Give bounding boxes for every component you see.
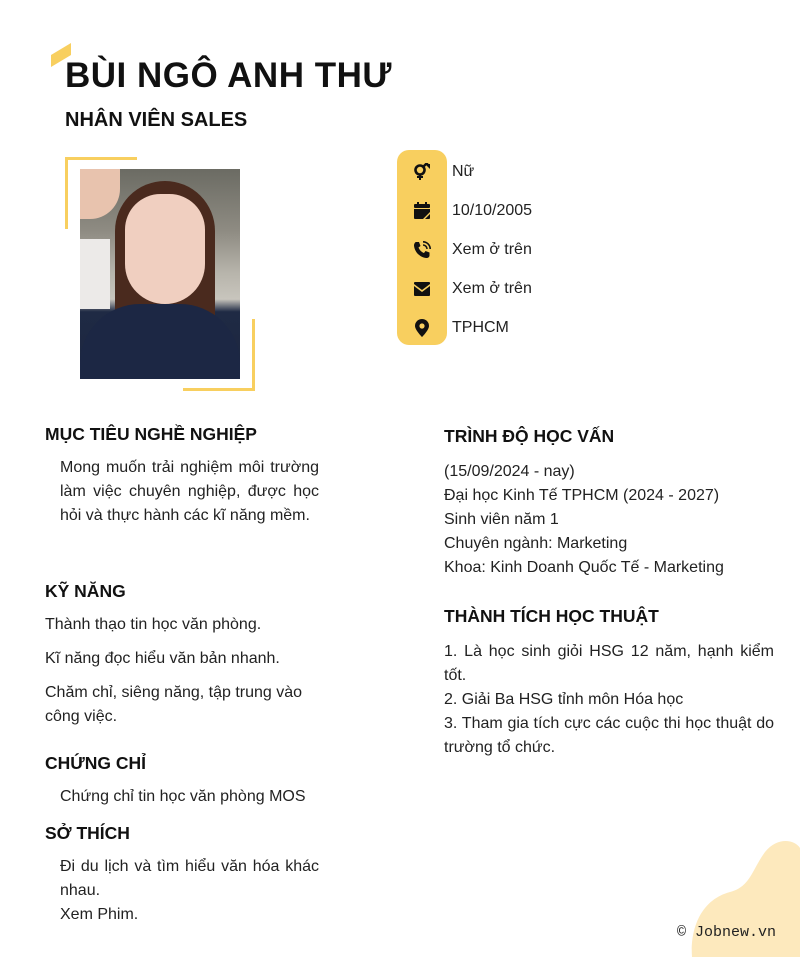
certificates-heading: CHỨNG CHỈ	[45, 753, 147, 773]
gender-value: Nữ	[452, 163, 475, 180]
education-line: Chuyên ngành: Marketing	[444, 535, 628, 552]
education-heading: TRÌNH ĐỘ HỌC VẤN	[444, 426, 615, 446]
achievement-item: 3. Tham gia tích cực các cuộc thi học thuật do trường tổ chức.	[444, 715, 774, 756]
location-value: TPHCM	[452, 319, 509, 336]
gender-icon	[397, 163, 447, 181]
education-line: (15/09/2024 - nay)	[444, 463, 575, 480]
candidate-name: BÙI NGÔ ANH THƯ	[65, 56, 392, 95]
profile-photo	[80, 169, 240, 379]
frame-corner-bottom-right-vertical	[252, 319, 255, 391]
phone-icon	[397, 241, 447, 259]
copyright-text: © Jobnew.vn	[677, 924, 777, 941]
achievement-item: 2. Giải Ba HSG tỉnh môn Hóa học	[444, 691, 684, 708]
birthday-value: 10/10/2005	[452, 202, 533, 219]
contact-email	[397, 277, 532, 301]
certificate-item: Chứng chỉ tin học văn phòng MOS	[60, 788, 306, 805]
email-value: Xem ở trên	[452, 280, 532, 297]
phone-value: Xem ở trên	[452, 241, 532, 258]
contact-location	[397, 316, 509, 340]
hobby-item: Xem Phim.	[60, 906, 139, 923]
location-icon	[397, 319, 447, 337]
frame-corner-top-left	[65, 157, 137, 160]
skill-item: Chăm chỉ, siêng năng, tập trung vào công việc.	[45, 684, 303, 725]
frame-corner-bottom-right	[183, 388, 255, 391]
achievement-item: 1. Là học sinh giỏi HSG 12 năm, hạnh kiểm tốt.	[444, 643, 774, 684]
calendar-icon	[397, 202, 447, 220]
education-line: Đại học Kinh Tế TPHCM (2024 - 2027)	[444, 487, 720, 504]
education-line: Sinh viên năm 1	[444, 511, 559, 528]
skill-item: Kĩ năng đọc hiểu văn bản nhanh.	[45, 650, 280, 667]
contact-phone	[397, 238, 532, 262]
hobby-item: Đi du lịch và tìm hiểu văn hóa khác nhau.	[60, 858, 319, 899]
contact-birthday	[397, 199, 532, 223]
profile-photo-frame	[65, 157, 255, 391]
achievements-heading: THÀNH TÍCH HỌC THUẬT	[444, 606, 659, 626]
skill-item: Thành thạo tin học văn phòng.	[45, 616, 262, 633]
education-line: Khoa: Kinh Doanh Quốc Tế - Marketing	[444, 559, 724, 576]
career-objective-heading: MỤC TIÊU NGHỀ NGHIỆP	[45, 424, 257, 444]
hobbies-heading: SỞ THÍCH	[45, 823, 130, 843]
email-icon	[397, 281, 447, 297]
contact-gender	[397, 160, 474, 184]
frame-corner-top-left-vertical	[65, 157, 68, 229]
job-title: NHÂN VIÊN SALES	[65, 109, 248, 131]
skills-heading: KỸ NĂNG	[45, 581, 126, 601]
career-objective-text: Mong muốn trải nghiệm môi trường làm việc chuyên nghiệp, được học hỏi và thực hành các kĩ năng mềm.	[60, 459, 319, 524]
